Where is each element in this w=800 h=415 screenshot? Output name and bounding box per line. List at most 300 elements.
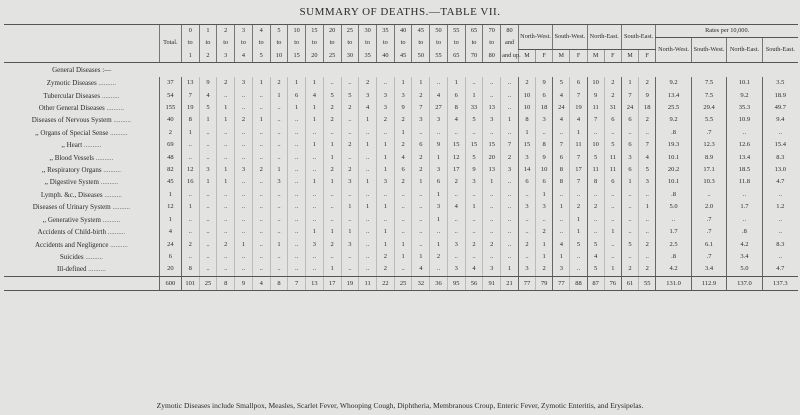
total-cell: 20 [159, 263, 181, 275]
age-cell: 1 [306, 102, 324, 114]
header-age-group [235, 25, 253, 63]
age-cell: .. [288, 164, 306, 176]
age-cell: .. [341, 127, 359, 139]
age-cell: .. [306, 214, 324, 226]
header-rate-district: South-West. [691, 38, 726, 63]
leader-dots: .......... [82, 141, 102, 150]
age-cell: 1 [412, 77, 430, 89]
age-cell: .. [430, 226, 448, 238]
age-cell: .. [199, 226, 217, 238]
district-cell: 10 [587, 77, 604, 89]
header-district: North-West. [518, 25, 552, 50]
age-cell: 1 [323, 139, 341, 151]
row-label [4, 139, 159, 151]
age-total: 95 [447, 276, 465, 290]
district-cell: .. [570, 263, 587, 275]
age-cell: 1 [306, 77, 324, 89]
deaths-summary-table [4, 24, 798, 291]
district-total: 55 [639, 276, 656, 290]
age-cell: 3 [483, 263, 501, 275]
age-cell: 8 [181, 263, 199, 275]
rate-cell: 4.2 [727, 239, 762, 251]
district-cell: 6 [604, 176, 621, 188]
table-row [4, 189, 798, 201]
age-cell: 1 [501, 114, 519, 126]
district-cell: 2 [639, 263, 656, 275]
district-cell: 1 [570, 127, 587, 139]
age-to: 20 [311, 51, 318, 59]
age-from: 65 [470, 27, 478, 34]
age-cell: 1 [323, 176, 341, 188]
age-cell: 6 [288, 90, 306, 102]
header-age-group [465, 25, 483, 63]
age-cell: 2 [412, 152, 430, 164]
age-cell: 3 [483, 114, 501, 126]
district-cell: 2 [639, 114, 656, 126]
age-cell: 5 [465, 114, 483, 126]
age-cell: 4 [447, 201, 465, 213]
rate-cell: .. [762, 226, 798, 238]
header-age-group [217, 25, 235, 63]
header-male: M [553, 49, 570, 62]
totals-row [4, 276, 798, 290]
age-cell: 7 [181, 90, 199, 102]
row-label [4, 226, 159, 238]
age-cell: 3 [430, 114, 448, 126]
age-from: 80 [506, 27, 513, 34]
age-cell: 2 [412, 164, 430, 176]
age-cell: 2 [447, 176, 465, 188]
age-cell: 2 [465, 239, 483, 251]
age-cell: 5 [465, 152, 483, 164]
age-cell: .. [501, 226, 519, 238]
district-cell: 5 [587, 263, 604, 275]
district-cell: .. [621, 201, 638, 213]
district-cell: 1 [518, 127, 535, 139]
age-cell: .. [199, 127, 217, 139]
age-cell: .. [270, 214, 288, 226]
cause-of-death: Accidents and Negligence [35, 240, 109, 249]
age-to-word: to [436, 39, 441, 47]
header-rate-district: North-West. [656, 38, 691, 63]
table-row [4, 214, 798, 226]
district-cell: 18 [639, 102, 656, 114]
rate-cell: .7 [691, 226, 726, 238]
age-cell: .. [501, 77, 519, 89]
age-cell: .. [483, 214, 501, 226]
rate-cell: 8.3 [762, 152, 798, 164]
age-cell: .. [483, 226, 501, 238]
age-cell: 3 [394, 90, 412, 102]
age-from: 40 [399, 27, 407, 34]
rate-cell: .. [691, 189, 726, 201]
grand-total: 600 [159, 276, 181, 290]
district-cell: 2 [536, 263, 553, 275]
leader-dots: .......... [104, 104, 125, 113]
total-cell: 40 [159, 114, 181, 126]
age-cell: 4 [412, 263, 430, 275]
rate-cell: 4.2 [656, 263, 691, 275]
age-to-word: to [400, 39, 406, 47]
rate-cell: .7 [691, 251, 726, 263]
age-to-word: to [276, 39, 282, 47]
age-cell: .. [288, 239, 306, 251]
age-total: 8 [270, 276, 288, 290]
age-cell: 1 [252, 77, 270, 89]
district-cell: 9 [536, 77, 553, 89]
header-female: F [536, 49, 553, 62]
age-cell: 1 [376, 239, 394, 251]
age-cell: .. [483, 201, 501, 213]
age-cell: 1 [217, 164, 235, 176]
age-to: 25 [329, 51, 336, 59]
age-from: 50 [435, 27, 442, 34]
age-cell: 1 [465, 90, 483, 102]
age-cell: 2 [341, 164, 359, 176]
age-cell: 3 [430, 201, 448, 213]
age-cell: .. [501, 102, 519, 114]
age-cell: 1 [306, 176, 324, 188]
rate-cell: 10.1 [656, 176, 691, 188]
district-cell: .. [604, 201, 621, 213]
header-age-group [376, 25, 394, 63]
row-label [4, 164, 159, 176]
header-district: North-East. [587, 25, 621, 50]
rate-cell: .8 [727, 226, 762, 238]
age-cell: 1 [501, 263, 519, 275]
district-cell: 3 [518, 201, 535, 213]
age-cell: .. [270, 263, 288, 275]
age-cell: 3 [359, 90, 377, 102]
total-cell: 54 [159, 90, 181, 102]
leader-dots: .......... [96, 79, 116, 88]
district-cell: 1 [536, 239, 553, 251]
rate-cell: .8 [656, 127, 691, 139]
rate-cell: 9.2 [656, 77, 691, 89]
rate-cell: 9.2 [727, 90, 762, 102]
age-cell: .. [270, 139, 288, 151]
age-cell: 1 [199, 114, 217, 126]
section-label: General Diseases :— [52, 66, 112, 75]
age-cell: 9 [199, 77, 217, 89]
district-cell: 11 [570, 139, 587, 151]
header-total: Total. [159, 25, 181, 63]
age-cell: 1 [483, 176, 501, 188]
row-label [4, 263, 159, 275]
age-cell: 4 [359, 102, 377, 114]
age-cell: 1 [430, 152, 448, 164]
district-total: 61 [621, 276, 638, 290]
district-cell: .. [536, 214, 553, 226]
district-cell: 1 [570, 226, 587, 238]
age-cell: .. [306, 189, 324, 201]
age-cell: .. [217, 189, 235, 201]
rate-total: 131.0 [656, 276, 691, 290]
leader-dots: .......... [105, 228, 126, 237]
age-cell: .. [341, 251, 359, 263]
age-to: 35 [364, 51, 371, 59]
table-row [4, 139, 798, 151]
header-age-group [341, 25, 359, 63]
rate-cell: 4.7 [762, 263, 798, 275]
age-cell: .. [483, 127, 501, 139]
district-cell: 2 [604, 77, 621, 89]
district-cell: .. [553, 189, 570, 201]
rate-cell: 29.4 [691, 102, 726, 114]
row-label [4, 239, 159, 251]
rate-cell: 13.4 [727, 152, 762, 164]
rate-cell: 2.0 [691, 201, 726, 213]
age-cell: 1 [376, 164, 394, 176]
age-cell: .. [412, 226, 430, 238]
age-cell: 2 [323, 239, 341, 251]
rate-cell: .. [762, 127, 798, 139]
rate-cell: .. [762, 214, 798, 226]
age-cell: .. [341, 114, 359, 126]
cause-of-death: ,, Digestive System [44, 178, 99, 187]
age-cell: 1 [270, 164, 288, 176]
age-cell: .. [288, 176, 306, 188]
age-cell: .. [217, 90, 235, 102]
age-cell: 4 [465, 263, 483, 275]
age-cell: .. [252, 239, 270, 251]
rate-cell: .. [727, 127, 762, 139]
row-label [4, 251, 159, 263]
table-row [4, 226, 798, 238]
age-cell: 1 [447, 77, 465, 89]
age-cell: .. [199, 263, 217, 275]
age-cell: 5 [199, 102, 217, 114]
age-cell: 1 [430, 189, 448, 201]
district-cell: 1 [604, 226, 621, 238]
age-cell: 8 [181, 114, 199, 126]
cause-of-death: ,, Blood Vessels [49, 153, 95, 162]
age-cell: .. [323, 214, 341, 226]
age-cell: .. [288, 201, 306, 213]
age-cell: .. [199, 239, 217, 251]
age-total: 4 [252, 276, 270, 290]
district-cell: 6 [621, 164, 638, 176]
age-cell: .. [235, 176, 253, 188]
row-label [4, 114, 159, 126]
row-label [4, 77, 159, 89]
cause-of-death: Tubercular Diseases [43, 91, 101, 100]
age-cell: 3 [306, 239, 324, 251]
header-age-group [181, 25, 199, 63]
row-label [4, 90, 159, 102]
rate-cell: .. [762, 189, 798, 201]
rate-cell: 6.1 [691, 239, 726, 251]
district-cell: 6 [621, 114, 638, 126]
age-cell: 5 [341, 90, 359, 102]
district-cell: 8 [587, 176, 604, 188]
age-to-word: to [294, 39, 300, 47]
district-cell: 15 [518, 139, 535, 151]
rate-cell: .. [762, 251, 798, 263]
age-cell: 15 [483, 139, 501, 151]
age-cell: .. [270, 226, 288, 238]
age-cell: 9 [394, 102, 412, 114]
age-cell: 2 [323, 114, 341, 126]
age-cell: .. [359, 189, 377, 201]
age-to-word: to [241, 39, 246, 47]
district-cell: 31 [604, 102, 621, 114]
district-cell: 1 [639, 201, 656, 213]
age-to-word: and [504, 39, 515, 47]
age-cell: .. [181, 226, 199, 238]
rate-cell: 8.9 [691, 152, 726, 164]
age-cell: .. [235, 226, 253, 238]
age-total: 25 [394, 276, 412, 290]
age-cell: 4 [306, 90, 324, 102]
age-to: and up. [502, 51, 521, 59]
rate-cell: 5.5 [691, 114, 726, 126]
age-cell: .. [252, 201, 270, 213]
age-cell: 2 [394, 114, 412, 126]
age-from: 55 [453, 27, 460, 34]
age-total: 91 [483, 276, 501, 290]
total-cell: 155 [159, 102, 181, 114]
age-cell: 3 [270, 176, 288, 188]
age-from: 30 [364, 27, 371, 34]
table-row [4, 164, 798, 176]
age-cell: .. [394, 226, 412, 238]
age-cell: 2 [376, 263, 394, 275]
age-cell: .. [323, 251, 341, 263]
header-female: F [604, 49, 621, 62]
district-cell: .. [518, 214, 535, 226]
district-cell: 7 [639, 139, 656, 151]
district-total: 77 [553, 276, 570, 290]
cause-of-death: Other General Diseases [38, 104, 105, 113]
cause-of-death: Diseases of Urinary System [32, 203, 111, 212]
age-cell: 2 [501, 152, 519, 164]
age-cell: .. [235, 214, 253, 226]
header-age-group [270, 25, 288, 63]
district-cell: 3 [621, 152, 638, 164]
district-cell: 2 [604, 90, 621, 102]
age-cell: 1 [341, 226, 359, 238]
age-cell: .. [306, 201, 324, 213]
district-cell: .. [518, 226, 535, 238]
age-cell: .. [252, 139, 270, 151]
age-from: 2 [224, 27, 228, 34]
age-cell: .. [270, 102, 288, 114]
age-cell: .. [288, 152, 306, 164]
age-cell: 2 [323, 102, 341, 114]
age-to: 55 [435, 51, 442, 59]
age-cell: 3 [376, 176, 394, 188]
age-to: 70 [470, 51, 478, 59]
district-cell: 6 [553, 152, 570, 164]
age-to-word: to [382, 39, 388, 47]
age-cell: 2 [394, 176, 412, 188]
district-cell: 3 [518, 152, 535, 164]
district-cell: .. [639, 214, 656, 226]
rate-cell: 4.7 [762, 176, 798, 188]
district-cell: 10 [536, 164, 553, 176]
age-cell: 1 [306, 226, 324, 238]
age-cell: .. [412, 201, 430, 213]
header-age-group [199, 25, 217, 63]
district-cell: .. [621, 251, 638, 263]
total-cell: 24 [159, 239, 181, 251]
rate-cell: 19.3 [656, 139, 691, 151]
rate-cell: 20.2 [656, 164, 691, 176]
age-cell: 1 [412, 176, 430, 188]
cause-of-death: Suicides [59, 252, 84, 261]
age-to: 80 [488, 51, 495, 59]
age-cell: .. [181, 251, 199, 263]
age-cell: .. [447, 251, 465, 263]
age-cell: 2 [235, 114, 253, 126]
district-cell: 5 [621, 239, 638, 251]
age-to-word: to [311, 39, 317, 47]
table-row [4, 176, 798, 188]
rate-cell: 1.7 [727, 201, 762, 213]
age-cell: .. [217, 226, 235, 238]
header-age-group [412, 25, 430, 63]
age-cell: 1 [181, 201, 199, 213]
header-male: M [518, 49, 535, 62]
age-cell: .. [483, 90, 501, 102]
table-row [4, 127, 798, 139]
age-cell: .. [323, 189, 341, 201]
header-male: M [587, 49, 604, 62]
age-cell: .. [288, 263, 306, 275]
district-cell: 4 [570, 114, 587, 126]
district-cell: 11 [604, 164, 621, 176]
age-cell: .. [501, 176, 519, 188]
age-cell: 1 [323, 152, 341, 164]
age-cell: .. [235, 201, 253, 213]
district-cell: .. [553, 226, 570, 238]
age-cell: .. [501, 189, 519, 201]
header-age-group [394, 25, 412, 63]
rate-cell: 13.4 [656, 90, 691, 102]
district-cell: 4 [553, 239, 570, 251]
age-total: 17 [323, 276, 341, 290]
age-cell: .. [341, 214, 359, 226]
age-cell: .. [483, 251, 501, 263]
age-cell: 1 [394, 251, 412, 263]
district-cell: 8 [553, 176, 570, 188]
age-cell: .. [359, 164, 377, 176]
age-cell: .. [270, 152, 288, 164]
age-to-word: to [471, 39, 477, 47]
age-cell: .. [270, 251, 288, 263]
cause-of-death: Lymph. &c., Diseases [40, 190, 103, 199]
district-cell: .. [604, 189, 621, 201]
rate-total: 137.0 [727, 276, 762, 290]
header-age-group [483, 25, 501, 63]
district-cell: 3 [518, 263, 535, 275]
age-cell: .. [306, 127, 324, 139]
age-cell: .. [235, 189, 253, 201]
header-rate-district: South-East. [762, 38, 798, 63]
age-cell: .. [430, 263, 448, 275]
age-cell: .. [235, 251, 253, 263]
leader-dots: .......... [102, 190, 122, 199]
district-cell: 2 [621, 263, 638, 275]
district-cell: .. [604, 127, 621, 139]
age-cell: .. [288, 127, 306, 139]
age-from: 20 [329, 27, 336, 34]
age-cell: 2 [217, 77, 235, 89]
age-cell: 1 [359, 114, 377, 126]
age-cell: 2 [252, 164, 270, 176]
age-cell: 2 [430, 251, 448, 263]
